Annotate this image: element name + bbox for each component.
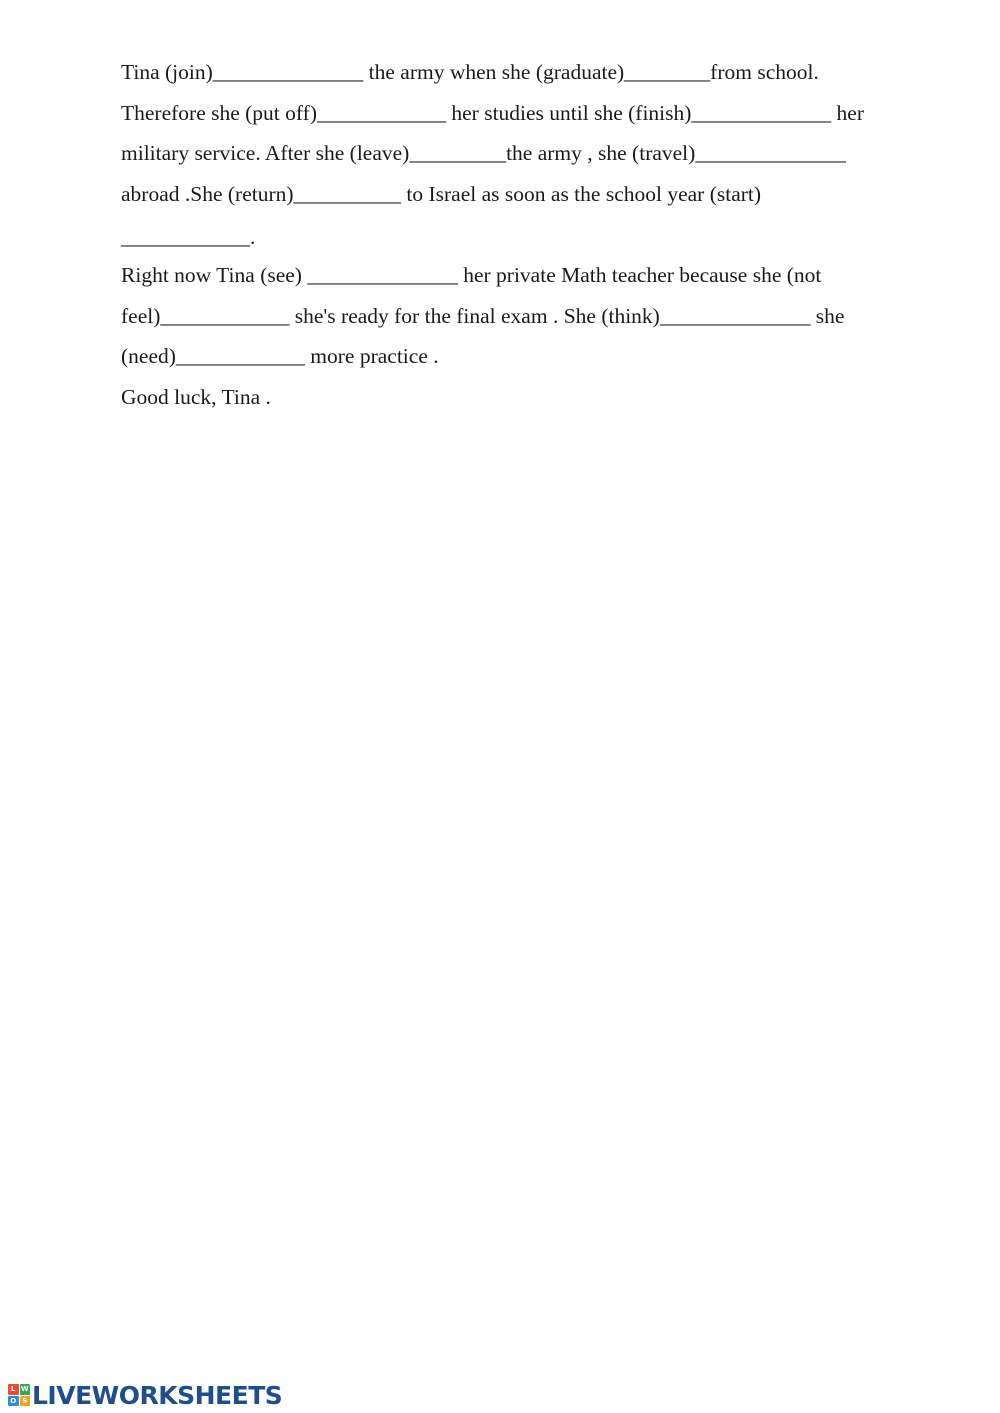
paragraph2-line-3[interactable]: (need)____________ more practice . <box>121 344 439 368</box>
paragraph1-line-4: abroad .She (return)__________ to Israel as soon as the school year (start) <box>121 182 762 206</box>
liveworksheets-logo[interactable] <box>8 1380 282 1410</box>
logo-mark-tile: W <box>20 1385 29 1393</box>
closing-line: Good luck, Tina . <box>121 385 271 409</box>
paragraph2-line-1[interactable]: Right now Tina (see) ______________ her private Math teacher because she (not <box>121 263 822 287</box>
logo-mark-tile: L <box>8 1384 19 1395</box>
logo-mark-tile: O <box>8 1396 19 1407</box>
paragraph2-line-2[interactable]: feel)____________ she's ready for the final exam . She (think)______________ she <box>121 304 845 328</box>
paragraph1-line-3[interactable]: military service. After she (leave)_________the army , she (travel)______________ <box>121 141 846 165</box>
liveworksheets-logo-icon <box>8 1384 30 1406</box>
paragraph1-line-1[interactable]: Tina (join)______________ the army when she (graduate)________from school. <box>121 60 819 84</box>
paragraph1-line-5[interactable]: ____________. <box>121 225 256 249</box>
logo-mark-tile: S <box>20 1396 31 1407</box>
paragraph1-line-2[interactable]: Therefore she (put off)____________ her studies until she (finish)_____________ her <box>121 101 864 125</box>
liveworksheets-logo-text: LIVEWORKSHEETS <box>32 1380 283 1410</box>
